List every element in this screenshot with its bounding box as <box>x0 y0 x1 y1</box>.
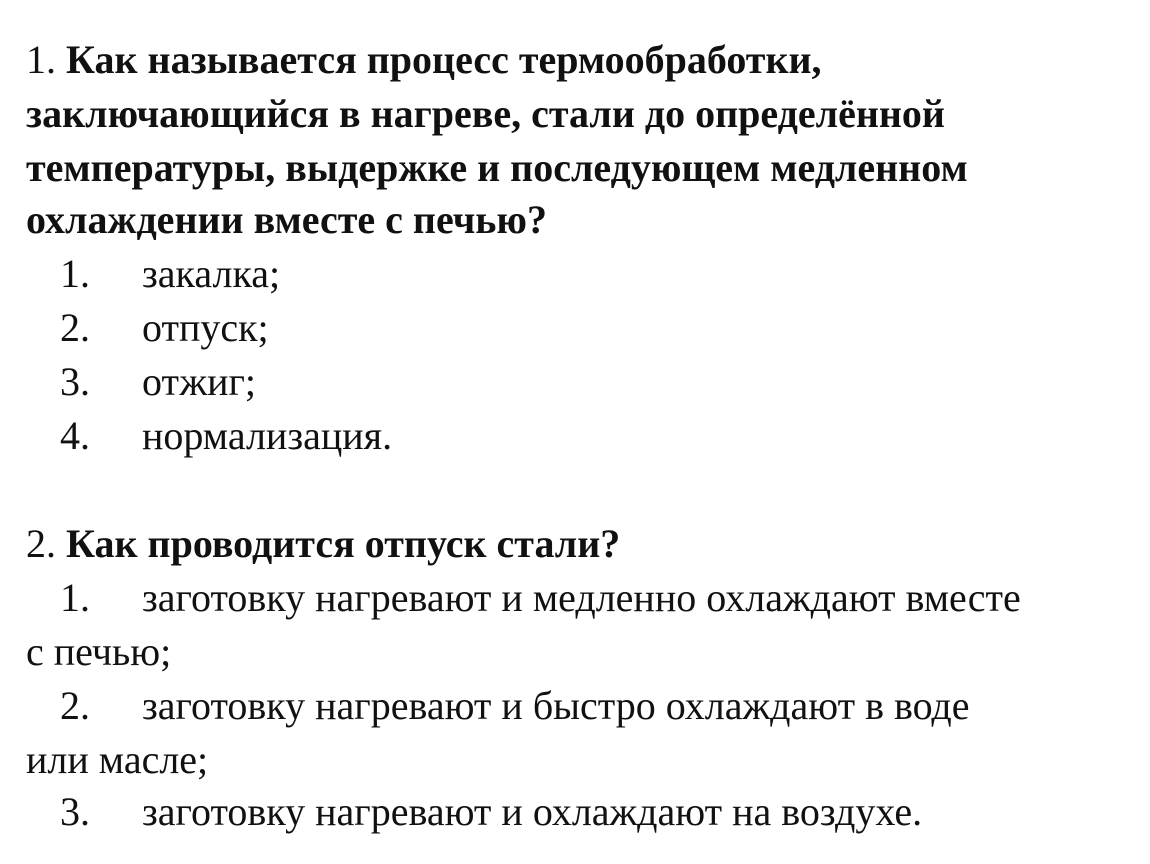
question-1-text-line-3: температуры, выдержке и последующем медленном <box>26 145 968 190</box>
option-number: 1. <box>60 251 90 296</box>
question-1-text-line-2: заключающийся в нагреве, стали до определённой <box>26 91 945 136</box>
question-1-text-line-4: охлаждении вместе с печью? <box>26 197 547 242</box>
option-number: 3. <box>60 789 90 834</box>
option-text: отпуск; <box>142 305 269 350</box>
option-text: заготовку нагревают и быстро охлаждают в воде <box>142 683 970 728</box>
option-number: 2. <box>60 683 90 728</box>
option-text: заготовку нагревают и охлаждают на воздухе. <box>142 789 923 834</box>
question-2-text-line-1: Как проводится отпуск стали? <box>66 521 621 566</box>
question-2-option-2-continuation: или масле; <box>26 737 209 782</box>
option-text: закалка; <box>142 251 281 296</box>
option-number: 1. <box>60 575 90 620</box>
question-1-line-1 <box>26 34 822 86</box>
option-number: 2. <box>60 305 90 350</box>
question-2-line-1 <box>26 518 620 570</box>
question-1-text-line-1: Как называется процесс термообработки, <box>66 37 822 82</box>
question-2-number: 2. <box>26 521 56 566</box>
question-1-number: 1. <box>26 37 56 82</box>
option-number: 3. <box>60 359 90 404</box>
question-2-option-1-continuation: с печью; <box>26 629 172 674</box>
option-text: нормализация. <box>142 413 393 458</box>
option-text: отжиг; <box>142 359 257 404</box>
option-text: заготовку нагревают и медленно охлаждают вместе <box>142 575 1021 620</box>
option-number: 4. <box>60 413 90 458</box>
